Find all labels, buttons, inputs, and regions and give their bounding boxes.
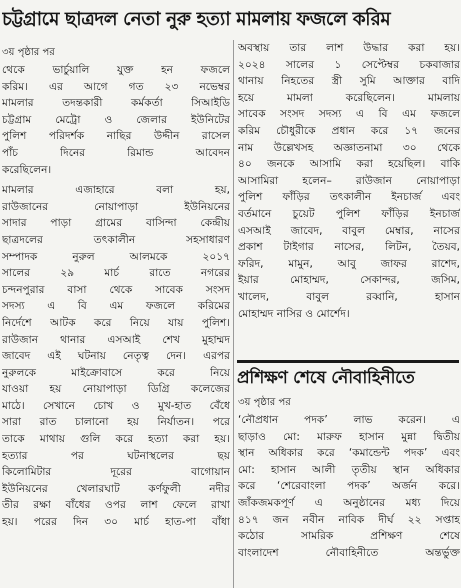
text-line: মো: হাসান আলী তৃতীয় স্থান অধিকার [238, 463, 460, 476]
text-line: ইউনিয়নের খেলারঘাট কর্ণফুলী নদীর [2, 482, 230, 495]
headline-navy-training: প্রশিক্ষণ শেষে নৌবাহিনীতে [237, 360, 459, 393]
headline-fazle-karim: চট্টগ্রামে ছাত্রদল নেতা নুরু হত্যা মামলায় ফজলে করিম [2, 9, 391, 30]
text-line: করিম। এর আগে গত ২৩ নভেম্বর [2, 80, 230, 93]
text-line: হয়ে মামলা করেছিলেন। মামলায় [238, 91, 460, 104]
text-line: যাওয়া হয় নোয়াপাড়া ডিগ্রি কলেজের [2, 383, 230, 396]
text-line: খালেদ, বাবুল রব্বানি, হাসান [238, 290, 460, 303]
text-line: কিলোমিটার দূরের বাগোয়ান [2, 466, 230, 479]
text-line: প্রকাশ টাইগার নাসের, লিটন, তৈয়ব, [238, 241, 460, 254]
text-line: পাঁচ দিনের রিমান্ড আবেদন [2, 146, 230, 159]
text-line: ৪০ জনকে আসামি করা হয়েছিল। বাকি [238, 158, 460, 171]
continued-from-label-navy: ৩য় পৃষ্ঠার পর [238, 397, 291, 408]
text-line: চন্দনপুরার বাসা থেকে সাবেক সংসদ [2, 283, 230, 296]
article-body-continuation [238, 40, 460, 322]
text-line: তাকে মাথায় গুলি করে হত্যা করা হয়। [2, 433, 230, 446]
text-line: থানায় নিহতের স্ত্রী সুমি আক্তার বাদি [238, 75, 460, 88]
text-line: পুলিশ ফাঁড়ির তৎকালীন ইনচার্জ এবং [238, 191, 460, 204]
text-line: নির্দেশে আটক করে নিয়ে যায় পুলিশ। [2, 316, 230, 329]
text-line: করিম চৌধুরীকে প্রধান করে ১৭ জনের [238, 124, 460, 137]
text-line: ছাত্রদলের তৎকালীন সহসাধারণ [2, 233, 230, 246]
text-line: ২০২৪ সালের ১ সেপ্টেম্বর চকবাজার [238, 58, 460, 71]
text-line: বাংলাদেশ নৌবাহিনীতে অন্তর্ভুক্ত [238, 546, 460, 559]
text-line: ছাড়াও মো: মারুফ হাসান মুন্না দ্বিতীয় [238, 430, 460, 443]
text-line: ইয়ার মোহাম্মদ, সেকান্দর, জসিম, [238, 274, 460, 287]
left-column [2, 46, 230, 531]
text-line: মামলার এজাহারে বলা হয়, [2, 184, 230, 197]
text-line: রাউজান থানার এসআই শেখ মুহাম্মদ [2, 333, 230, 346]
text-line: নাম উল্লেখসহ অজ্ঞাতনামা ৩০ থেকে [238, 141, 460, 154]
text-line: জাবেদ এই ঘটনায় নেতৃত্ব দেন। এরপর [2, 350, 230, 363]
text-line: ফরিদ, মামুন, আবু জাফর রাশেদ, [238, 257, 460, 270]
right-column-navy-article [238, 396, 460, 561]
article-body-left [2, 62, 230, 531]
text-line: সদস্য এ বি এম ফজলে করিমের [2, 300, 230, 313]
text-line: মোহাম্মদ নাসির ও মোর্শেদ। [238, 307, 350, 320]
text-line: সাদার পাড়া গ্রামের বাসিন্দা কেন্দ্রীয় [2, 217, 230, 230]
text-line: আসামিরা হলেন– রাউজান নোয়াপাড়া [238, 174, 460, 187]
text-line: নুরুলকে মাইক্রোবাসে করে নিয়ে [2, 366, 230, 379]
text-line: হত্যার পর ঘটনাস্থলের ছয় [2, 449, 230, 462]
text-line: সাবেক সংসদ সদস্য এ বি এম ফজলে [238, 108, 460, 121]
text-line: কঠোর সামরিক প্রশিক্ষণ শেষে [238, 530, 460, 543]
text-line: মাঠে। সেখানে চোখ ও মুখ-হাত বেঁধে [2, 399, 230, 412]
text-line: ‘নৌপ্রধান পদক’ লাভ করেন। এ [238, 414, 460, 426]
text-line: বর্তমানে চুয়েট পুলিশ ফাঁড়ির ইনচার্জ [238, 207, 460, 220]
continued-from-label: ৩য় পৃষ্ঠার পর [2, 47, 55, 58]
text-line: সারা রাত চালানো হয় নির্যাতন। পরে [2, 416, 230, 429]
column-divider [233, 40, 234, 588]
text-line: ৪১৭ জন নবীন নাবিক দীর্ঘ ২২ সপ্তাহ [238, 513, 460, 526]
text-line: এসআই জাবেদ, বাবুল মেম্বার, নাসের [238, 224, 460, 237]
text-line: রাউজানের নোয়াপাড়া ইউনিয়নের [2, 200, 230, 213]
text-line: জাঁকজমকপূর্ণ এ অনুষ্ঠানের মধ্য দিয়ে [238, 496, 460, 509]
article-body-navy [238, 412, 460, 561]
text-line: তীর রক্ষা বাঁধের ওপর লাশ ফেলে রাখা [2, 499, 230, 512]
right-column-continuation [238, 40, 460, 322]
text-line: পুলিশ পরিদর্শক নাছির উদ্দীন রাসেল [2, 130, 230, 143]
text-line: থেকে ভার্চুয়ালি যুক্ত হন ফজলে [2, 64, 230, 76]
text-line: চট্টগ্রাম মেট্রো ও জেলার ইউনিটের [2, 113, 230, 126]
text-line: হয়। পরের দিন ৩০ মার্চ হাত-পা বাঁধা [2, 516, 230, 529]
text-line: সালের ২৯ মার্চ রাতে নগরের [2, 267, 230, 280]
text-line: মামলার তদন্তকারী কর্মকর্তা সিআইডি [2, 97, 230, 110]
text-line: করে ‘শেরেবাংলা পদক’ অর্জন করে। [238, 480, 460, 493]
text-line: করেছিলেন। [2, 163, 52, 176]
text-line: স্থান অধিকার করে ‘কমান্ডেন্ট পদক’ এবং [238, 447, 460, 460]
text-line: সম্পাদক নুরুল আলমকে ২০১৭ [2, 250, 230, 263]
text-line: অবস্থায় তার লাশ উদ্ধার করা হয়। [238, 42, 460, 54]
